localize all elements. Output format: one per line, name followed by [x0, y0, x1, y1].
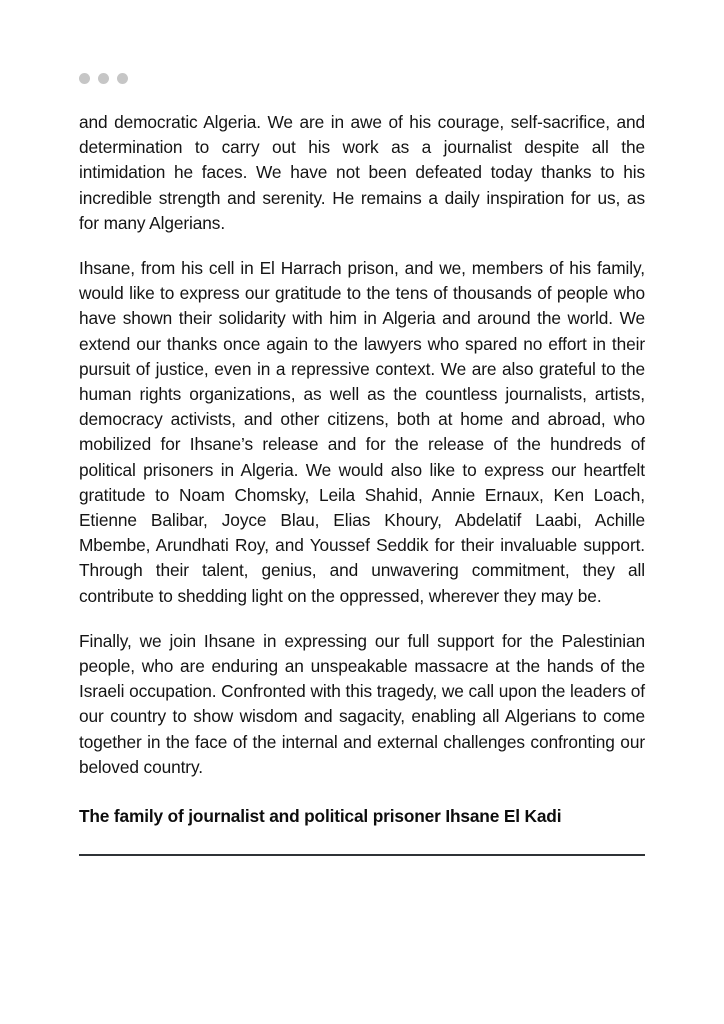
paragraph-3: Finally, we join Ihsane in expressing our full support for the Palestinian people, who are enduring an unspeakable massacre at the hands of the Israeli occupation. Confronted with this tragedy, we call upon the leaders of our country to show wisdom and sagacity, enabling all Algerians to come together in the face of the internal and external challenges confronting our beloved country.	[79, 630, 645, 777]
document-content	[79, 70, 645, 864]
horizontal-divider	[79, 854, 645, 856]
paragraph-2: Ihsane, from his cell in El Harrach prison, and we, members of his family, would like to express our gratitude to the tens of thousands of people who have shown their solidarity with him in Algeria and around the world. We extend our thanks once again to the lawyers who spared no effort in their pursuit of justice, even in a repressive context. We are also grateful to the human rights organizations, as well as the countless journalists, artists, democracy activists, and other citizens, both at home and abroad, who mobilized for Ihsane’s release and for the release of the hundreds of political prisoners in Algeria. We would also like to express our heartfelt gratitude to Noam Chomsky, Leila Shahid, Annie Ernaux, Ken Loach, Etienne Balibar, Joyce Blau, Elias Khoury, Abdelatif Laabi, Achille Mbembe, Arundhati Roy, and Youssef Seddik for their invaluable support. Through their talent, genius, and unwavering commitment, they all contribute to shedding light on the oppressed, wherever they may be.	[79, 258, 645, 606]
signature-line: The family of journalist and political prisoner Ihsane El Kadi	[79, 806, 562, 827]
paragraph-1: and democratic Algeria. We are in awe of his courage, self-sacrifice, and determination to carry out his work as a journalist despite all the intimidation he faces. We have not been defeated today thanks to his incredible strength and serenity. He remains a daily inspiration for us, as for many Algerians.	[79, 112, 645, 233]
dot-icon	[79, 73, 90, 84]
dot-icon	[117, 73, 128, 84]
dot-icon	[98, 73, 109, 84]
three-dots-decoration	[79, 70, 645, 86]
